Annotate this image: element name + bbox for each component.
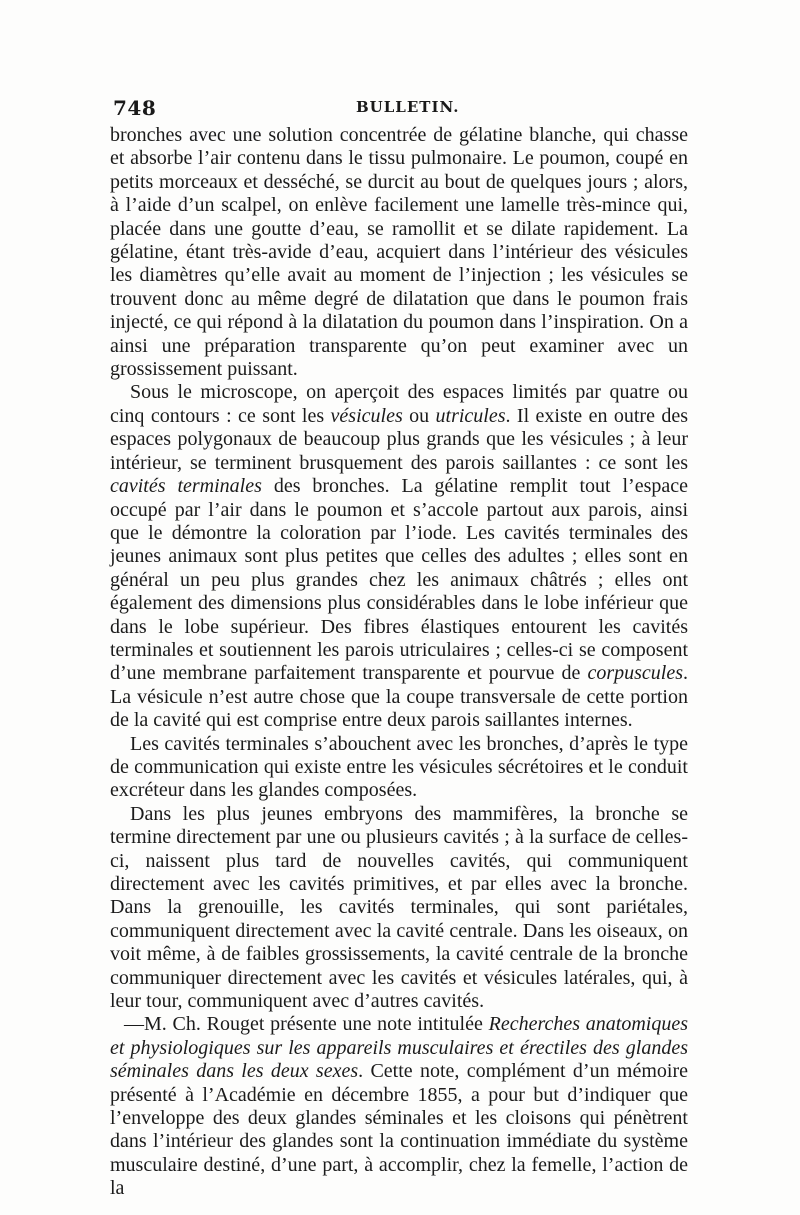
paragraph-5: —M. Ch. Rouget présente une note intitulée Recherches anatomiques et physiologiques sur les appareils musculaires et érectiles des glandes séminales dans les deux sexes. Cette note, complément d’un mémoire présenté à l’Académie en décembre 1855, a pour but d’indiquer que l’enveloppe des deux glandes séminales et les cloisons qui pénètrent dans l’intérieur des glandes sont la continuation immédiate du système musculaire destiné, d’une part, à accomplir, chez la femelle, l’action de la [110,1013,689,1200]
term-cavites-terminales: cavités terminales [110,475,262,498]
term-vesicules: vésicules [330,404,403,427]
running-head: BULLETIN. [356,98,460,116]
paragraph-4: Dans les plus jeunes embryons des mammifères, la bronche se termine directement par une ou plusieurs cavités ; à la surface de celles-ci, naissent plus tard de nouvelles cavités, qui communiquent directement avec les cavités primitives, et par elles avec la bronche. Dans la grenouille, les cavités terminales, qui sont pariétales, communiquent directement avec la cavité centrale. Dans les oiseaux, on voit même, à de faibles grossissements, la cavité centrale de la bronche communiquer directement avec les cavités et vésicules latérales, qui, à leur tour, communiquent avec d’autres cavités. [110,802,688,1013]
note-title: Recherches anatomiques et physiologiques sur les appareils musculaires et érectiles des glandes séminales dans les deux sexes [110,1013,688,1083]
page-number: 748 [113,96,157,120]
paragraph-1: bronches avec une solution concentrée de gélatine blanche, qui chasse et absorbe l’air contenu dans le tissu pulmonaire. Le poumon, coupé en petits morceaux et desséché, se durcit au bout de quelques jours ; alors, à l’aide d’un scalpel, on enlève facilement une lamelle très-mince qui, placée dans une goutte d’eau, se ramollit et se dilate rapidement. La gélatine, étant très-avide d’eau, acquiert dans l’intérieur des vésicules les diamètres qu’elle avait au moment de l’injection ; les vésicules se trouvent donc au même degré de dilatation que dans le poumon frais injecté, ce qui répond à la dilatation du poumon dans l’inspiration. On a ainsi une préparation transparente qu’on peut examiner avec un grossissement puissant. [110,124,688,381]
term-utricules: utricules [435,404,506,427]
paragraph-3: Les cavités terminales s’abouchent avec les bronches, d’après le type de communication qui existe entre les vésicules sécrétoires et le conduit excréteur dans les glandes composées. [110,732,688,802]
paragraph-2: Sous le microscope, on aperçoit des espaces limités par quatre ou cinq contours : ce sont les vésicules ou utricules. Il existe en outre des espaces polygonaux de beaucoup plus grands que les vésicules ; à leur intérieur, se terminent brusquement des parois saillantes : ce sont les cavités terminales des bronches. La gélatine remplit tout l’espace occupé par l’air dans le poumon et s’accole partout aux parois, ainsi que le démontre la coloration par l’iode. Les cavités terminales des jeunes animaux sont plus petites que celles des adultes ; elles sont en général un peu plus grandes chez les animaux châtrés ; elles ont également des dimensions plus considérables dans le lobe inférieur que dans le lobe supérieur. Des fibres élastiques entourent les cavités terminales et soutiennent les parois utriculaires ; celles-ci se composent d’une membrane parfaitement transparente et pourvue de corpuscules. La vésicule n’est autre chose que la coupe transversale de cette portion de la cavité qui est comprise entre deux parois saillantes internes. [110,381,689,732]
page-header [113,96,688,122]
term-corpuscules: corpuscules [587,662,683,685]
article-body [110,124,688,1201]
